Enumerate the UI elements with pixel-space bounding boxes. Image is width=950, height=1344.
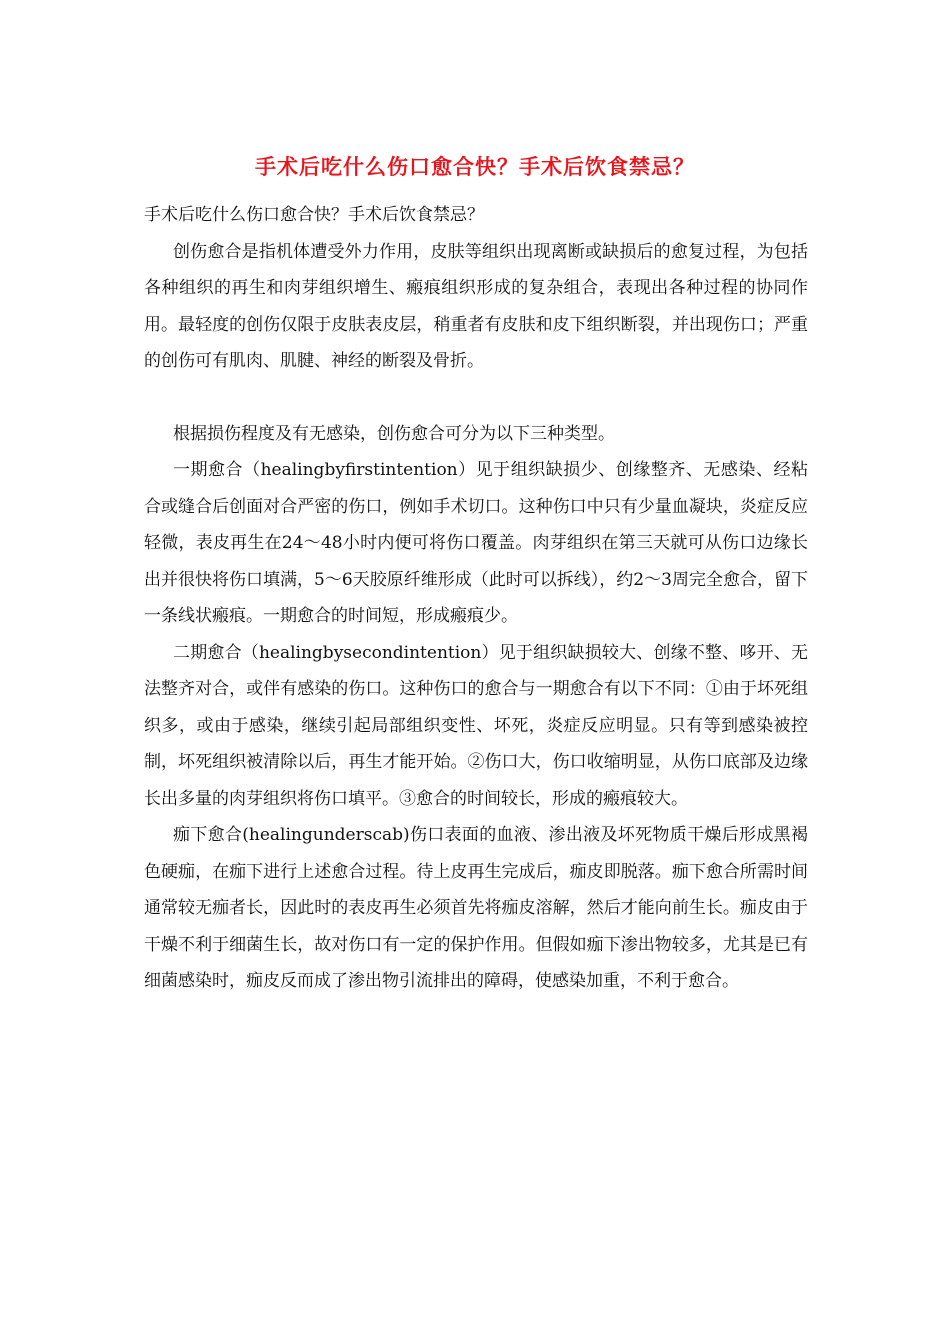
paragraph-spacer (144, 380, 808, 416)
paragraph-healing-types-intro: 根据损伤程度及有无感染，创伤愈合可分为以下三种类型。 (173, 423, 615, 444)
document-body (144, 197, 808, 1000)
paragraph-primary-healing: 一期愈合（healingbyfirstintention）见于组织缺损少、创缘整齐、无感染、经粘合或缝合后创面对合严密的伤口，例如手术切口。这种伤口中只有少量血凝块，炎症反应轻微，表皮再生在24～48小时内便可将伤口覆盖。肉芽组织在第三天就可从伤口边缘长出并很快将伤口填满，5～6天胶原纤维形成（此时可以拆线），约2～3周完全愈合，留下一条线状瘢痕。一期愈合的时间短，形成瘢痕少。 (144, 460, 808, 626)
document-subtitle: 手术后吃什么伤口愈合快？手术后饮食禁忌？ (144, 205, 484, 225)
document-title: 手术后吃什么伤口愈合快？手术后饮食禁忌？ (255, 155, 695, 179)
paragraph-healing-under-scab: 痂下愈合(healingunderscab)伤口表面的血液、渗出液及坏死物质干燥后形成黑褐色硬痂，在痂下进行上述愈合过程。待上皮再生完成后，痂皮即脱落。痂下愈合所需时间通常较无痂者长，因此时的表皮再生必须首先将痂皮溶解，然后才能向前生长。痂皮由于干燥不利于细菌生长，故对伤口有一定的保护作用。但假如痂下渗出物较多，尤其是已有细菌感染时，痂皮反而成了渗出物引流排出的障碍，使感染加重，不利于愈合。 (144, 825, 808, 991)
paragraph-wound-healing-definition: 创伤愈合是指机体遭受外力作用，皮肤等组织出现离断或缺损后的愈复过程，为包括各种组织的再生和肉芽组织增生、瘢痕组织形成的复杂组合，表现出各种过程的协同作用。最轻度的创伤仅限于皮肤表皮层，稍重者有皮肤和皮下组织断裂，并出现伤口；严重的创伤可有肌肉、肌腱、神经的断裂及骨折。 (144, 241, 808, 371)
paragraph-secondary-healing: 二期愈合（healingbysecondintention）见于组织缺损较大、创缘不整、哆开、无法整齐对合，或伴有感染的伤口。这种伤口的愈合与一期愈合有以下不同：①由于坏死组织多，或由于感染，继续引起局部组织变性、坏死，炎症反应明显。只有等到感染被控制，坏死组织被清除以后，再生才能开始。②伤口大，伤口收缩明显，从伤口底部及边缘长出多量的肉芽组织将伤口填平。③愈合的时间较长，形成的瘢痕较大。 (144, 642, 808, 809)
